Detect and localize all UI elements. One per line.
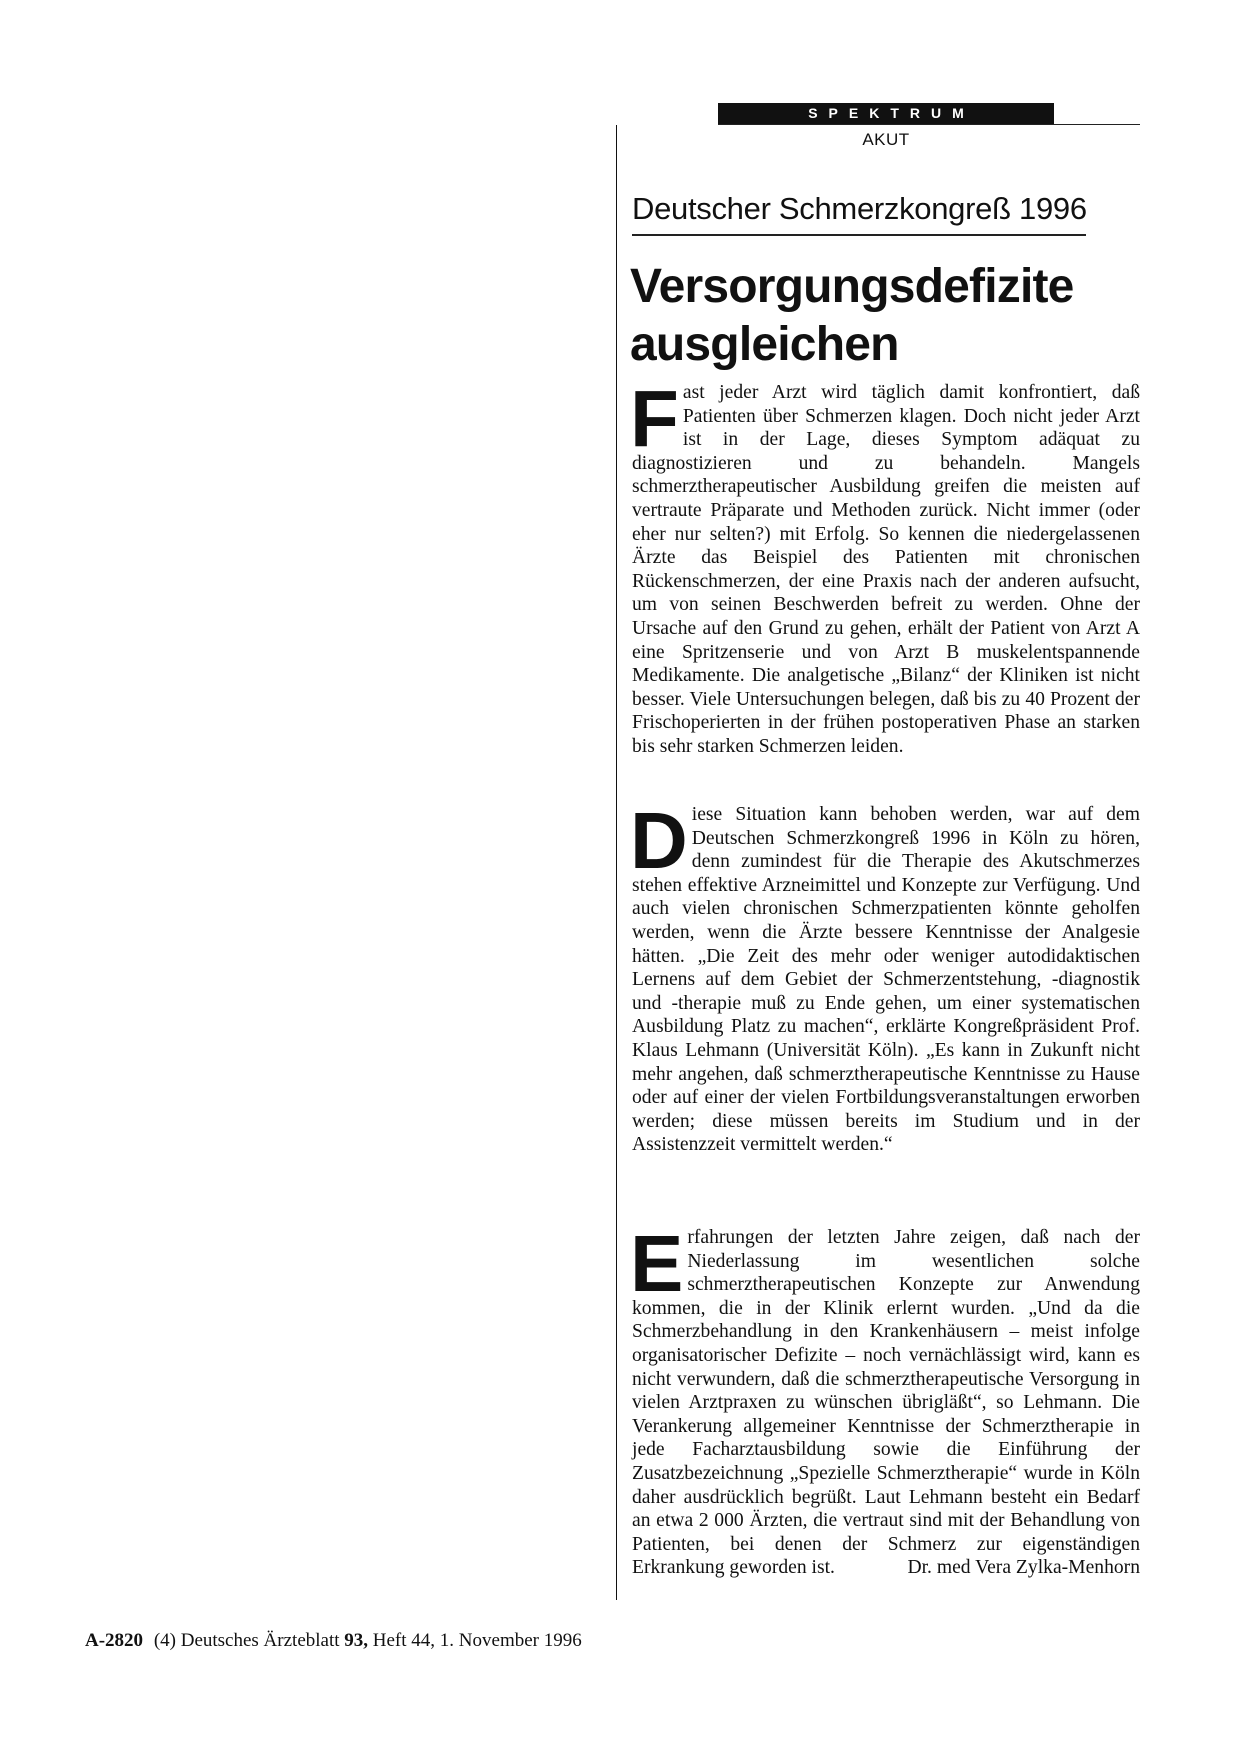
headline-line-2: ausgleichen bbox=[630, 318, 899, 371]
article-headline bbox=[630, 258, 1150, 374]
subsection-label: AKUT bbox=[862, 130, 910, 149]
page-code: A-2820 bbox=[85, 1630, 144, 1651]
author-signature: Dr. med Vera Zylka-Menhorn bbox=[907, 1557, 1140, 1579]
drop-cap: E bbox=[630, 1219, 682, 1308]
column-divider bbox=[616, 125, 617, 1600]
issue-suffix: Heft 44, 1. November 1996 bbox=[372, 1630, 582, 1651]
article-paragraph-1 bbox=[630, 374, 1140, 759]
article-paragraph-2 bbox=[630, 796, 1140, 1157]
drop-cap: D bbox=[630, 796, 686, 885]
paragraph-text: iese Situation kann behoben werden, war auf dem Deutschen Schmerzkongreß 1996 in Köln zu hören, denn zumindest für die Therapie des Akutschmerzes stehen effektive Arzneimittel und Konzepte zur Verfügung. Und auch vielen chronischen Schmerzpatienten könnte geholfen werden, wenn die Ärzte bessere Kenntnisse der Analgesie hätten. „Die Zeit des mehr oder weniger autodidaktischen Lernens auf dem Gebiet der Schmerzentstehung, -diagnostik und -therapie muß zu Ende gehen, um einer systematischen Ausbildung Platz zu machen“, erklärte Kongreßpräsident Prof. Klaus Lehmann (Universität Köln). „Es kann in Zukunft nicht mehr angehen, daß schmerztherapeutische Kenntnisse zu Hause oder auf einer der vielen Fortbildungsveranstaltungen erworben werden; diese müssen bereits im Studium und in der Assistenzzeit vermittelt werden.“ bbox=[632, 804, 1140, 1156]
article-paragraph-3 bbox=[630, 1219, 1140, 1580]
headline-line-1: Versorgungsdefizite bbox=[630, 260, 1074, 313]
header-rule bbox=[718, 124, 1140, 125]
paragraph-text: ast jeder Arzt wird täglich damit konfrontiert, daß Patienten über Schmerzen klagen. Doch nicht jeder Arzt ist in der Lage, dieses Symptom adäquat zu diagnostizieren und zu behandeln. Mangels schmerztherapeutischer Ausbildung greifen die meisten auf vertraute Präparate und Methoden zurück. Nicht immer (oder eher nur selten?) mit Erfolg. So kennen die niedergelassenen Ärzte das Beispiel des Patienten mit chronischen Rückenschmerzen, der eine Praxis nach der anderen aufsucht, um von seinen Beschwerden befreit zu werden. Ohne der Ursache auf den Grund zu gehen, erhält der Patient von Arzt A eine Spritzenserie und von Arzt B muskelentspannende Medikamente. Die analgetische „Bilanz“ der Kliniken ist nicht besser. Viele Untersuchungen belegen, daß bis zu 40 Prozent der Frischoperierten in der frühen postoperativen Phase an starken bis sehr starken Schmerzen leiden. bbox=[632, 382, 1140, 757]
section-label: SPEKTRUM bbox=[718, 103, 1054, 124]
issue-prefix: (4) Deutsches Ärzteblatt bbox=[153, 1630, 340, 1651]
paragraph-text: rfahrungen der letzten Jahre zeigen, daß nach der Niederlassung im wesentlichen solche schmerztherapeutischen Konzepte zur Anwendung kommen, die in der Klinik erlernt wurden. „Und da die Schmerzbehandlung in den Krankenhäusern – meist infolge organisatorischer Defizite – noch vernächlässigt wird, kann es nicht verwundern, daß die schmerztherapeutische Versorgung in vielen Arztpraxen zu wünschen übrigläßt“, so Lehmann. Die Verankerung allgemeiner Kenntnisse der Schmerztherapie in jede Facharztausbildung sowie die Einführung der Zusatzbezeichnung „Spezielle Schmerztherapie“ wurde in Köln daher ausdrücklich begrüßt. Laut Lehmann besteht ein Bedarf an etwa 2 000 Ärzten, die vertraut sind mit der Behandlung von Patienten, bei denen der Schmerz zur eigenständigen Erkrankung geworden ist. bbox=[632, 1227, 1140, 1579]
article-kicker: Deutscher Schmerzkongreß 1996 bbox=[632, 191, 1086, 236]
volume-number: 93, bbox=[344, 1630, 369, 1651]
page-footer bbox=[85, 1630, 582, 1652]
drop-cap: F bbox=[630, 374, 677, 463]
